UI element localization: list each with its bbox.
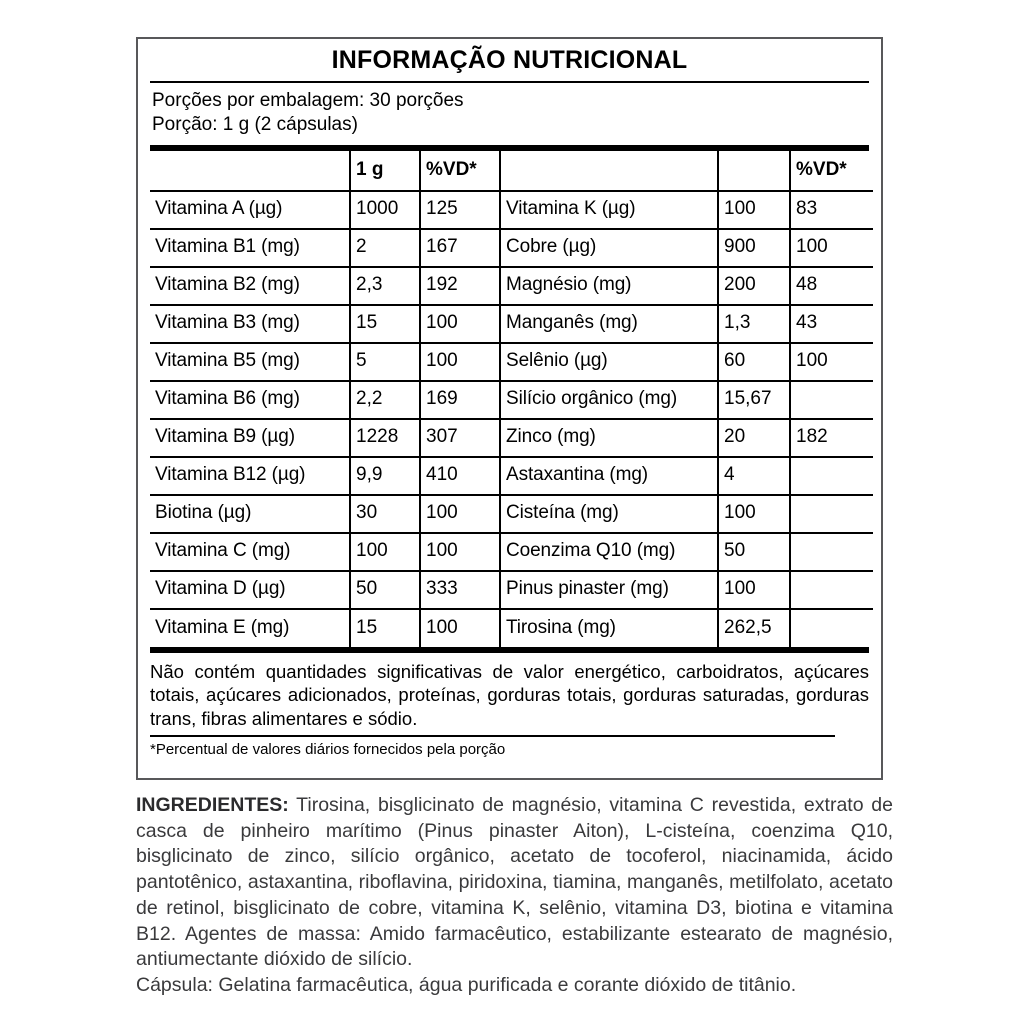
row-name-left: Vitamina E (mg) <box>150 609 350 647</box>
row-vd-left: 307 <box>420 419 500 457</box>
row-vd-right: 100 <box>790 229 873 267</box>
row-amount-left: 5 <box>350 343 420 381</box>
row-vd-right: 43 <box>790 305 873 343</box>
row-vd-right: 48 <box>790 267 873 305</box>
row-amount-left: 50 <box>350 571 420 609</box>
row-vd-right <box>790 571 873 609</box>
table-header-row <box>150 151 873 191</box>
table-row <box>150 571 873 609</box>
header-vd-right: %VD* <box>790 151 873 191</box>
ingredients-label: INGREDIENTES: <box>136 794 289 816</box>
row-amount-right: 900 <box>718 229 790 267</box>
row-vd-right <box>790 609 873 647</box>
row-amount-left: 1228 <box>350 419 420 457</box>
row-amount-right: 1,3 <box>718 305 790 343</box>
row-name-right: Pinus pinaster (mg) <box>500 571 718 609</box>
row-name-left: Biotina (µg) <box>150 495 350 533</box>
header-name-left <box>150 151 350 191</box>
header-name-right <box>500 151 718 191</box>
capsule-composition: Cápsula: Gelatina farmacêutica, água purificada e corante dióxido de titânio. <box>136 974 797 997</box>
row-name-left: Vitamina B2 (mg) <box>150 267 350 305</box>
row-amount-left: 30 <box>350 495 420 533</box>
row-vd-left: 410 <box>420 457 500 495</box>
row-amount-right: 50 <box>718 533 790 571</box>
nutrient-table-body <box>150 191 873 647</box>
nutrition-facts-panel <box>136 37 883 780</box>
row-vd-left: 125 <box>420 191 500 229</box>
row-name-left: Vitamina C (mg) <box>150 533 350 571</box>
row-amount-left: 100 <box>350 533 420 571</box>
ingredients-body: Tirosina, bisglicinato de magnésio, vitamina C revestida, extrato de casca de pinheiro marítimo (Pinus pinaster Aiton), L-cisteína, coenzima Q10, bisglicinato de zinco, silício orgânico, acetato de tocoferol, niacinamida, ácido pantotênico, astaxantina, riboflavina, piridoxina, tiamina, manganês, metilfolato, acetato de retinol, bisglicinato de cobre, vitamina K, selênio, vitamina D3, biotina e vitamina B12. Agentes de massa: Amido farmacêutico, estabilizante estearato de magnésio, antiumectante dióxido de silício. <box>136 794 893 971</box>
row-vd-right: 83 <box>790 191 873 229</box>
row-vd-left: 192 <box>420 267 500 305</box>
row-amount-right: 20 <box>718 419 790 457</box>
row-vd-left: 100 <box>420 305 500 343</box>
panel-title: INFORMAÇÃO NUTRICIONAL <box>331 46 688 74</box>
table-row <box>150 533 873 571</box>
table-row <box>150 267 873 305</box>
header-amount-left: 1 g <box>350 151 420 191</box>
row-name-left: Vitamina B1 (mg) <box>150 229 350 267</box>
row-name-right: Manganês (mg) <box>500 305 718 343</box>
row-amount-left: 15 <box>350 609 420 647</box>
no-significant-amounts-note: Não contém quantidades significativas de valor energético, carboidratos, açúcares totais, açúcares adicionados, proteínas, gorduras totais, gorduras saturadas, gorduras trans, fibras alimentares e sódio. <box>150 661 869 729</box>
row-amount-left: 2 <box>350 229 420 267</box>
row-name-right: Zinco (mg) <box>500 419 718 457</box>
table-row <box>150 305 873 343</box>
nutrient-table-wrapper <box>150 145 869 653</box>
table-row <box>150 343 873 381</box>
row-amount-left: 2,3 <box>350 267 420 305</box>
row-name-right: Tirosina (mg) <box>500 609 718 647</box>
footnote-divider <box>150 735 835 737</box>
row-amount-right: 60 <box>718 343 790 381</box>
row-amount-left: 2,2 <box>350 381 420 419</box>
row-name-right: Astaxantina (mg) <box>500 457 718 495</box>
row-name-right: Selênio (µg) <box>500 343 718 381</box>
row-vd-left: 100 <box>420 343 500 381</box>
row-amount-right: 15,67 <box>718 381 790 419</box>
row-vd-right: 100 <box>790 343 873 381</box>
ingredients-section <box>136 793 893 999</box>
row-amount-right: 4 <box>718 457 790 495</box>
row-name-left: Vitamina B9 (µg) <box>150 419 350 457</box>
row-vd-right <box>790 495 873 533</box>
table-row <box>150 419 873 457</box>
row-name-left: Vitamina B12 (µg) <box>150 457 350 495</box>
row-name-left: Vitamina B5 (mg) <box>150 343 350 381</box>
table-row <box>150 229 873 267</box>
header-amount-right <box>718 151 790 191</box>
header-vd-left: %VD* <box>420 151 500 191</box>
row-name-left: Vitamina D (µg) <box>150 571 350 609</box>
row-amount-left: 15 <box>350 305 420 343</box>
row-name-right: Vitamina K (µg) <box>500 191 718 229</box>
row-amount-right: 100 <box>718 191 790 229</box>
row-vd-right <box>790 457 873 495</box>
row-name-right: Silício orgânico (mg) <box>500 381 718 419</box>
row-vd-left: 100 <box>420 495 500 533</box>
row-amount-right: 262,5 <box>718 609 790 647</box>
row-amount-left: 9,9 <box>350 457 420 495</box>
daily-value-footnote: *Percentual de valores diários fornecidos pela porção <box>150 741 506 759</box>
row-vd-left: 169 <box>420 381 500 419</box>
table-row <box>150 609 873 647</box>
row-vd-right: 182 <box>790 419 873 457</box>
row-amount-right: 100 <box>718 495 790 533</box>
servings-per-package: Porções por embalagem: 30 porções <box>152 89 464 111</box>
table-row <box>150 381 873 419</box>
serving-info <box>138 83 881 146</box>
row-vd-left: 100 <box>420 533 500 571</box>
nutrient-table <box>150 151 873 647</box>
table-row <box>150 191 873 229</box>
row-name-right: Cobre (µg) <box>500 229 718 267</box>
row-amount-left: 1000 <box>350 191 420 229</box>
row-name-left: Vitamina A (µg) <box>150 191 350 229</box>
row-name-right: Coenzima Q10 (mg) <box>500 533 718 571</box>
row-amount-right: 200 <box>718 267 790 305</box>
row-name-left: Vitamina B6 (mg) <box>150 381 350 419</box>
row-vd-right <box>790 381 873 419</box>
table-row <box>150 457 873 495</box>
table-row <box>150 495 873 533</box>
row-name-right: Cisteína (mg) <box>500 495 718 533</box>
row-vd-right <box>790 533 873 571</box>
row-name-right: Magnésio (mg) <box>500 267 718 305</box>
row-amount-right: 100 <box>718 571 790 609</box>
row-vd-left: 100 <box>420 609 500 647</box>
row-name-left: Vitamina B3 (mg) <box>150 305 350 343</box>
row-vd-left: 333 <box>420 571 500 609</box>
row-vd-left: 167 <box>420 229 500 267</box>
serving-size: Porção: 1 g (2 cápsulas) <box>152 113 358 135</box>
